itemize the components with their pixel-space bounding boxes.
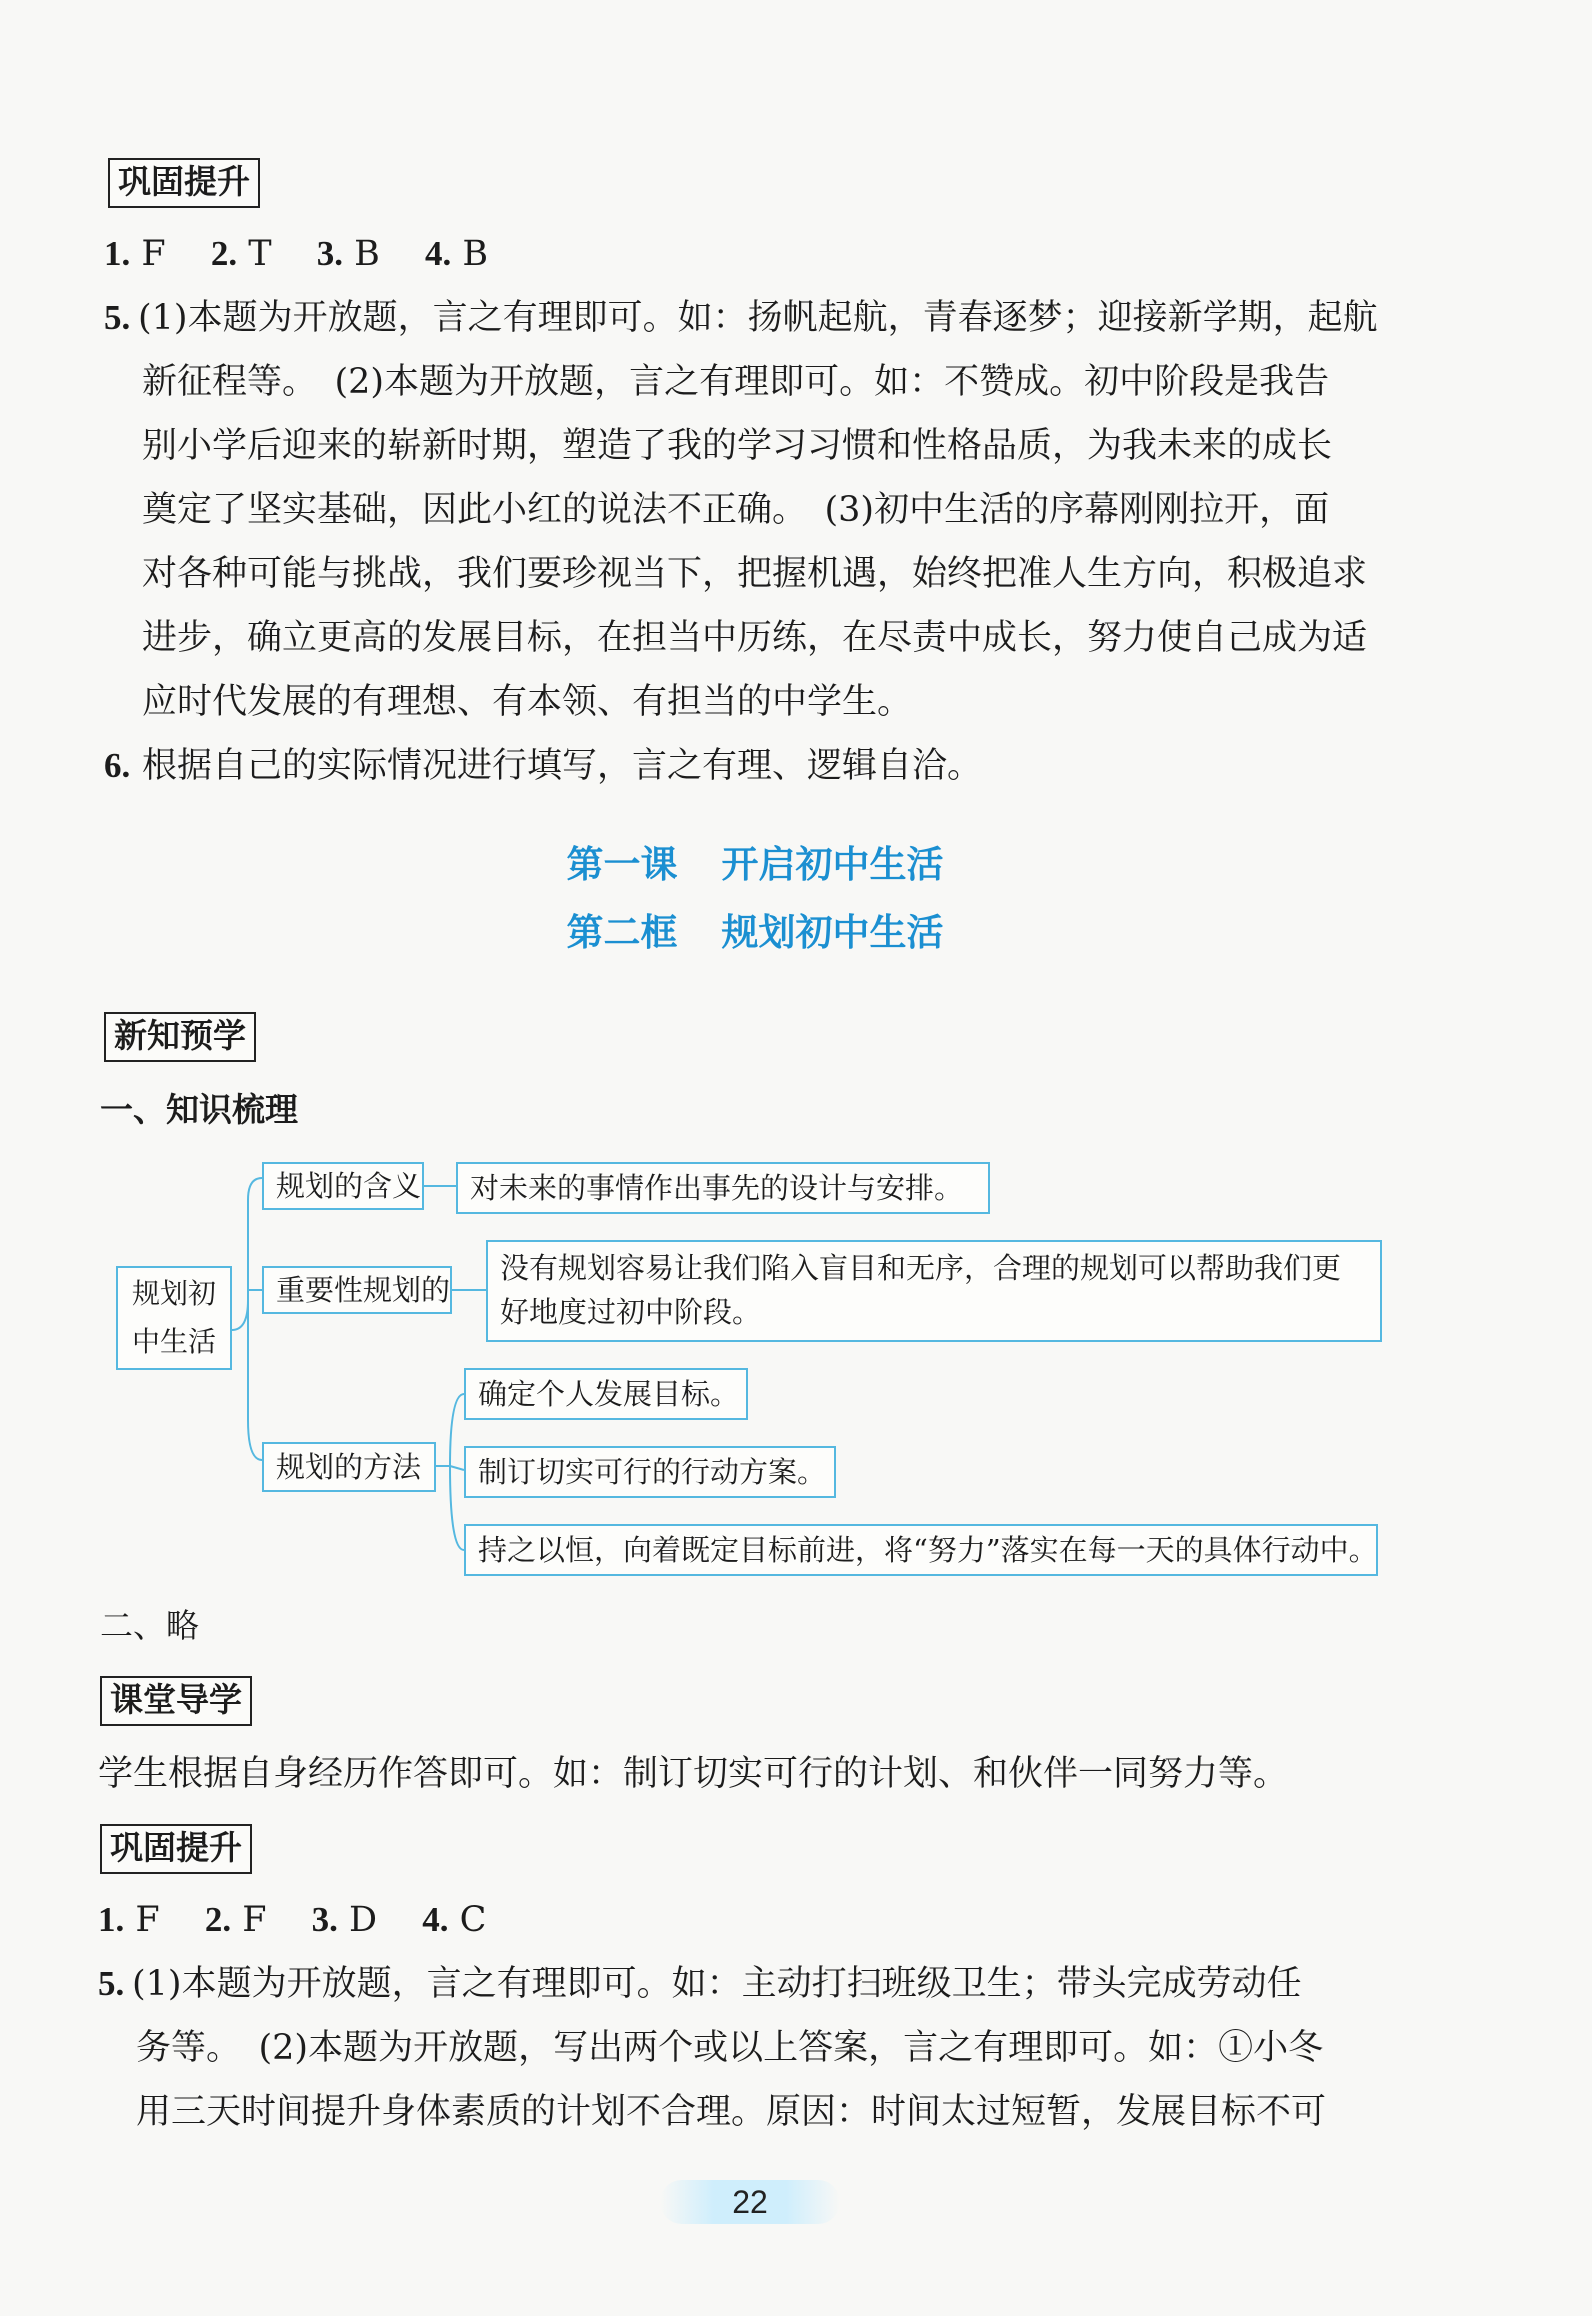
page-number: 22 <box>660 2180 840 2224</box>
answer-item: 1. F <box>98 1900 160 1940</box>
paragraph-line: 进步，确立更高的发展目标，在担当中历练，在尽责中成长，努力使自己成为适 <box>142 618 1368 658</box>
paragraph-line: 根据自己的实际情况进行填写，言之有理、逻辑自洽。 <box>142 746 983 786</box>
paragraph-line: (1)本题为开放题，言之有理即可。如：扬帆起航，青春逐梦；迎接新学期，起航 <box>138 298 1378 338</box>
subheading: 一、知识梳理 <box>100 1090 298 1129</box>
paragraph-line: 用三天时间提升身体素质的计划不合理。原因：时间太过短暂，发展目标不可 <box>136 2092 1327 2132</box>
lesson-title: 第一课 开启初中生活 <box>566 843 944 886</box>
answer-item: 2. F <box>204 1900 267 1940</box>
mindmap-node-meaning: 规划的含义 <box>262 1162 424 1210</box>
mindmap-leaf-meaning: 对未来的事情作出事先的设计与安排。 <box>456 1162 990 1214</box>
mindmap-leaf-method: 制订切实可行的行动方案。 <box>464 1446 836 1498</box>
paragraph-line: 别小学后迎来的崭新时期，塑造了我的学习习惯和性格品质，为我未来的成长 <box>142 426 1333 466</box>
section-label-classroom: 课堂导学 <box>100 1676 252 1726</box>
paragraph-line: 对各种可能与挑战，我们要珍视当下，把握机遇，始终把准人生方向，积极追求 <box>142 554 1368 594</box>
question-number: 6. <box>104 746 131 785</box>
section-label-preview: 新知预学 <box>104 1012 256 1062</box>
subheading: 二、略 <box>100 1606 199 1645</box>
section-label-consolidate: 巩固提升 <box>108 158 260 208</box>
answer-item: 1. F <box>104 234 166 274</box>
mindmap-leaf-importance: 没有规划容易让我们陷入盲目和无序，合理的规划可以帮助我们更好地度过初中阶段。 <box>486 1240 1382 1342</box>
paragraph-line: 务等。 (2)本题为开放题，写出两个或以上答案，言之有理即可。如：①小冬 <box>136 2028 1324 2068</box>
paragraph-line: 奠定了坚实基础，因此小红的说法不正确。 (3)初中生活的序幕刚刚拉开，面 <box>142 490 1330 530</box>
question-number: 5. <box>98 1964 125 2003</box>
mindmap-leaf-method: 持之以恒，向着既定目标前进，将“努力”落实在每一天的具体行动中。 <box>464 1524 1378 1576</box>
lesson-subtitle: 第二框 规划初中生活 <box>566 911 944 954</box>
mindmap-leaf-method: 确定个人发展目标。 <box>464 1368 748 1420</box>
mindmap-node-importance: 重要性规划的 <box>262 1266 452 1314</box>
question-number: 5. <box>104 298 131 337</box>
paragraph-line: 应时代发展的有理想、有本领、有担当的中学生。 <box>142 682 913 722</box>
answer-item: 2. T <box>210 234 272 274</box>
mindmap-root: 规划初中生活 <box>116 1266 232 1370</box>
mindmap-node-method: 规划的方法 <box>262 1442 436 1492</box>
answer-row <box>98 1898 520 1942</box>
answer-item: 4. B <box>424 234 489 274</box>
section-label-consolidate: 巩固提升 <box>100 1824 252 1874</box>
paragraph-line: 学生根据自身经历作答即可。如：制订切实可行的计划、和伙伴一同努力等。 <box>98 1754 1289 1794</box>
answer-item: 3. B <box>316 234 380 274</box>
paragraph-line: (1)本题为开放题，言之有理即可。如：主动打扫班级卫生；带头完成劳动任 <box>132 1964 1302 2004</box>
answer-item: 4. C <box>422 1900 487 1940</box>
paragraph-line: 新征程等。 (2)本题为开放题，言之有理即可。如：不赞成。初中阶段是我告 <box>142 362 1330 402</box>
answer-item: 3. D <box>311 1900 378 1940</box>
